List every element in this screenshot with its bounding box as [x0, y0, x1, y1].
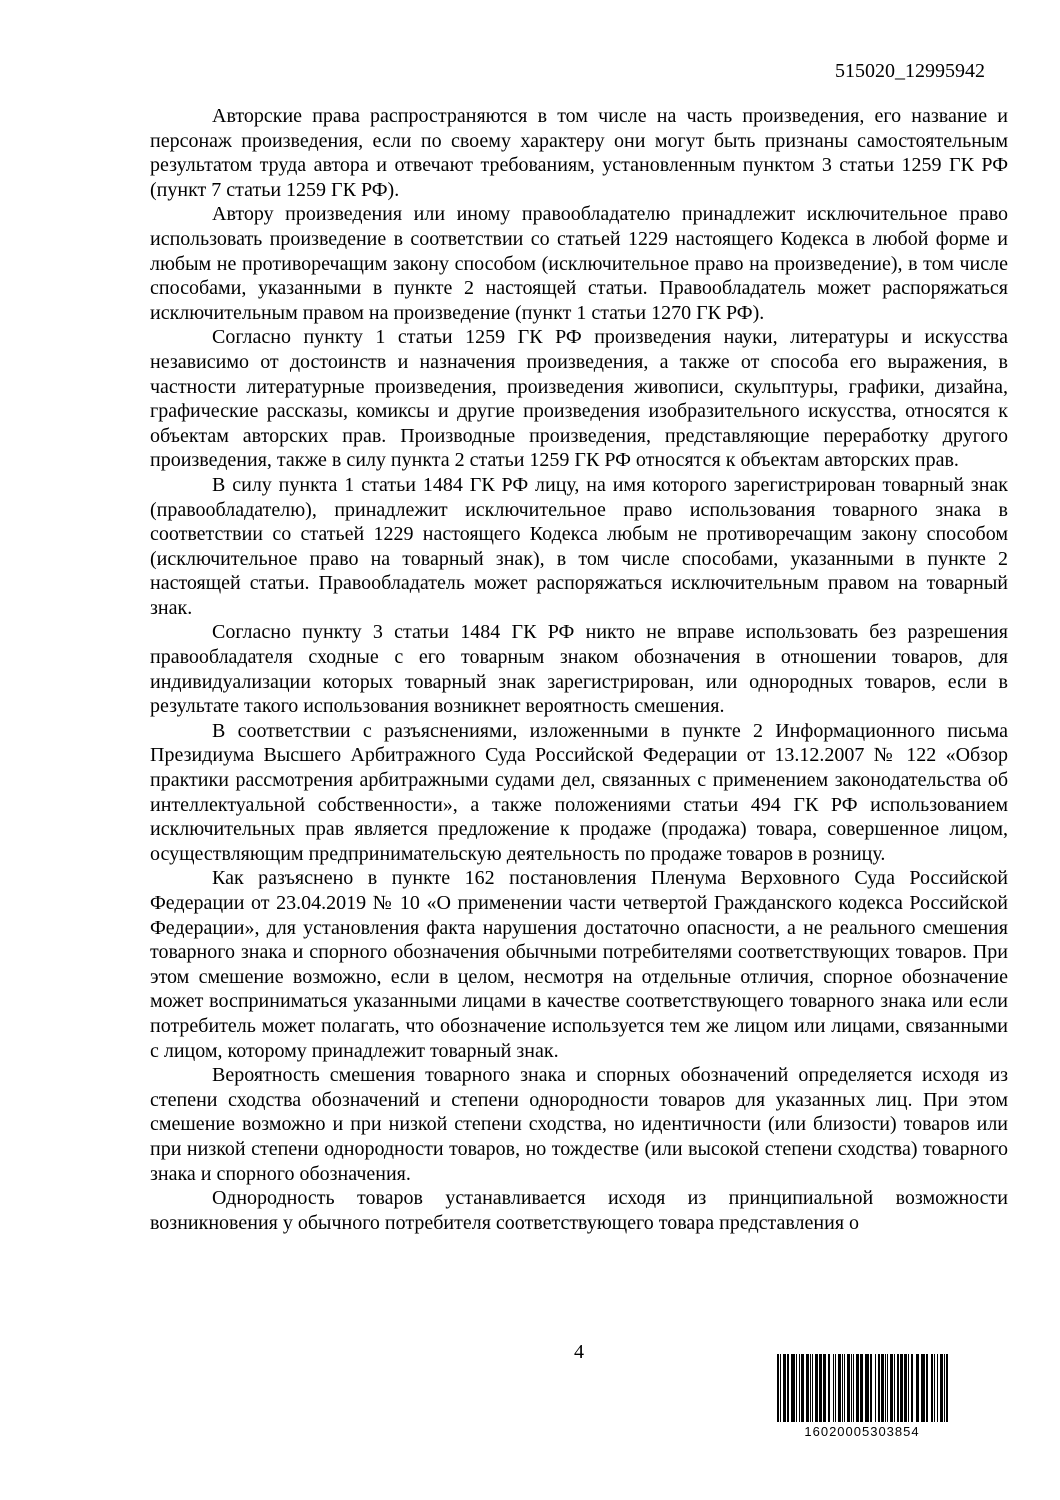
document-id: 515020_12995942: [835, 60, 985, 82]
paragraph: Вероятность смешения товарного знака и спорных обозначений определяется исходя из степени сходства обозначений и степени однородности товаров для указанных лиц. При этом смешение возможно и при низкой степени сходства, но идентичности (или близости) товаров или при низкой степени однородности товаров, но тождестве (или высокой степени сходства) товарного знака и спорного обозначения.: [150, 1064, 1008, 1185]
paragraph: Согласно пункту 1 статьи 1259 ГК РФ произведения науки, литературы и искусства независимо от достоинств и назначения произведения, а также от способа его выражения, в частности литературные произведения, произведения живописи, скульптуры, графики, дизайна, графические рассказы, комиксы и другие произведения изобразительного искусства, относятся к объектам авторских прав. Производные произведения, представляющие переработку другого произведения, также в силу пункта 2 статьи 1259 ГК РФ относятся к объектам авторских прав.: [150, 326, 1008, 472]
paragraph: В силу пункта 1 статьи 1484 ГК РФ лицу, на имя которого зарегистрирован товарный знак (правообладателю), принадлежит исключительное право использования товарного знака в соответствии со статьей 1229 настоящего Кодекса любым не противоречащим закону способом (исключительное право на товарный знак), в том числе способами, указанными в пункте 2 настоящей статьи. Правообладатель может распоряжаться исключительным правом на товарный знак.: [150, 473, 1008, 619]
paragraph: Автору произведения или иному правообладателю принадлежит исключительное право использовать произведение в соответствии со статьей 1229 настоящего Кодекса в любой форме и любым не противоречащим закону способом (исключительное право на произведение), в том числе способами, указанными в пункте 2 настоящей статьи. Правообладатель может распоряжаться исключительным правом на произведение (пункт 1 статьи 1270 ГК РФ).: [150, 203, 1008, 324]
paragraph: В соответствии с разъяснениями, изложенными в пункте 2 Информационного письма Президиума Высшего Арбитражного Суда Российской Федерации от 13.12.2007 № 122 «Обзор практики рассмотрения арбитражными судами дел, связанных с применением законодательства об интеллектуальной собственности», а также положениями статьи 494 ГК РФ использованием исключительных прав является предложение к продаже (продажа) товара, совершенное лицом, осуществляющим предпринимательскую деятельность по продаже товаров в розницу.: [150, 719, 1008, 865]
barcode-value: 16020005303854: [804, 1424, 920, 1439]
barcode-bars-image: [763, 1354, 961, 1422]
document-body: [150, 104, 1008, 1235]
page-number: 4: [574, 1341, 584, 1363]
paragraph: Авторские права распространяются в том числе на часть произведения, его название и персонаж произведения, если по своему характеру они могут быть признаны самостоятельным результатом труда автора и отвечают требованиям, установленным пунктом 3 статьи 1259 ГК РФ (пункт 7 статьи 1259 ГК РФ).: [150, 105, 1008, 201]
paragraph: Однородность товаров устанавливается исходя из принципиальной возможности возникновения у обычного потребителя соответствующего товара представления о: [150, 1187, 1008, 1234]
paragraph: Согласно пункту 3 статьи 1484 ГК РФ никто не вправе использовать без разрешения правообладателя сходные с его товарным знаком обозначения в отношении товаров, для индивидуализации которых товарный знак зарегистрирован, или однородных товаров, если в результате такого использования возникнет вероятность смешения.: [150, 621, 1008, 718]
barcode: [763, 1354, 961, 1439]
paragraph: Как разъяснено в пункте 162 постановления Пленума Верховного Суда Российской Федерации от 23.04.2019 № 10 «О применении части четвертой Гражданского кодекса Российской Федерации», для установления факта нарушения достаточно опасности, а не реального смешения товарного знака и спорного обозначения обычными потребителями соответствующих товаров. При этом смешение возможно, если в целом, несмотря на отдельные отличия, спорное обозначение может восприниматься указанными лицами в качестве соответствующего товарного знака или если потребитель может полагать, что обозначение используется тем же лицом или лицами, связанными с лицом, которому принадлежит товарный знак.: [150, 867, 1008, 1062]
